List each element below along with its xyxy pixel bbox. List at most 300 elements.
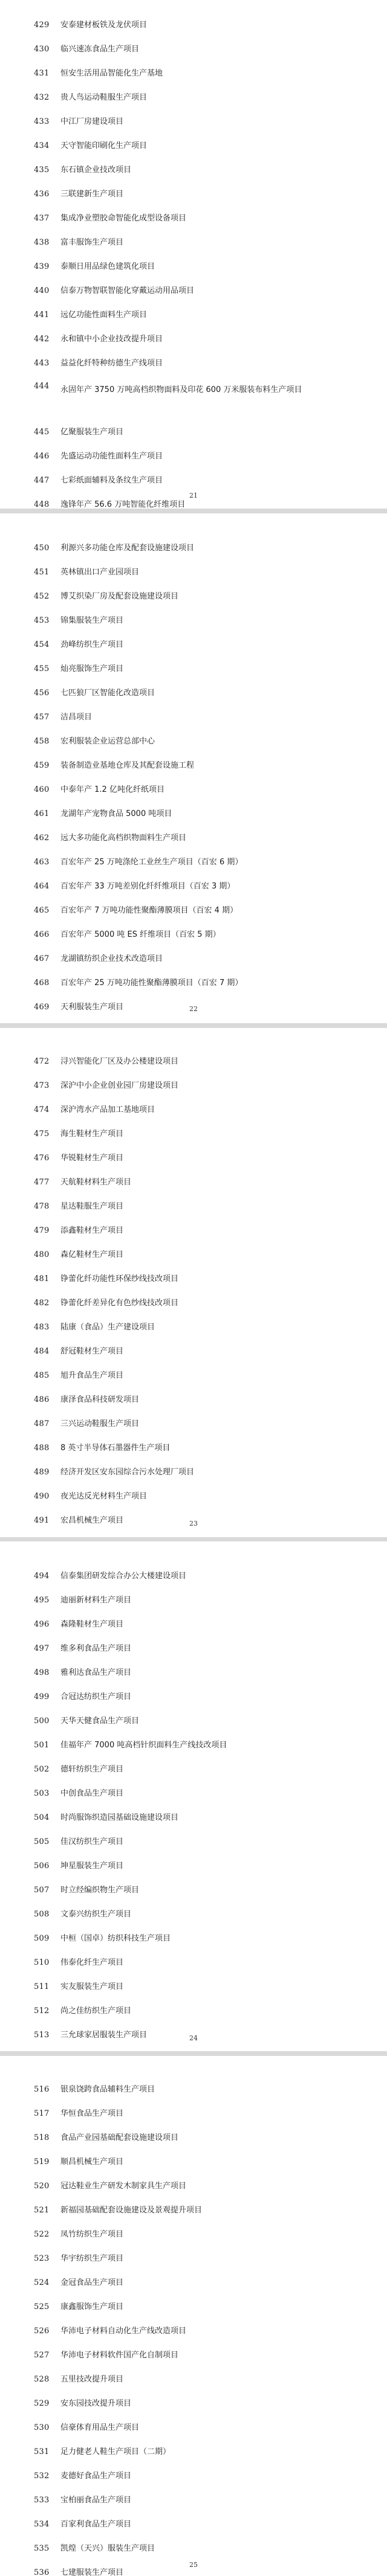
project-number: 438 — [34, 238, 50, 247]
project-list-item — [34, 2247, 372, 2271]
project-list-item — [34, 110, 372, 134]
project-name: 三兴运动鞋服生产项目 — [60, 1419, 140, 1428]
project-number: 446 — [34, 452, 50, 461]
project-list-item — [34, 2319, 372, 2343]
project-name: 佳汉纺织生产项目 — [60, 1837, 124, 1846]
project-number: 441 — [34, 310, 50, 320]
project-list-item — [34, 445, 372, 469]
project-number: 463 — [34, 858, 50, 867]
page-number: 23 — [189, 1520, 198, 1527]
project-list-item — [34, 2368, 372, 2392]
project-name: 森亿鞋材生产项目 — [60, 1250, 124, 1259]
project-list-item — [34, 231, 372, 255]
project-name: 8 英寸半导体石墨器件生产项目 — [60, 1444, 171, 1453]
project-number: 430 — [34, 45, 50, 54]
project-list-item — [34, 2464, 372, 2488]
project-name: 中创食品生产项目 — [60, 1789, 124, 1798]
project-number: 460 — [34, 785, 50, 794]
project-number: 523 — [34, 2254, 50, 2263]
project-name: 旭升食品生产项目 — [60, 1371, 124, 1380]
project-name: 新福园基础配套设施建设及景观提升项目 — [60, 2206, 203, 2215]
project-list-item — [34, 2343, 372, 2368]
project-name: 逸锋年产 56.6 万吨智能化纤维项目 — [60, 500, 186, 509]
project-name: 宝柏丽食品生产项目 — [60, 2496, 132, 2505]
project-number: 465 — [34, 906, 50, 915]
project-number: 434 — [34, 141, 50, 150]
project-list-item — [34, 536, 372, 560]
project-number: 450 — [34, 544, 50, 553]
project-name: 百宏年产 25 万吨功能性聚酯薄膜项目（百宏 7 期） — [60, 978, 243, 988]
project-list-item — [34, 37, 372, 62]
project-list-item — [34, 469, 372, 493]
project-number: 468 — [34, 978, 50, 988]
project-name: 宏昌机械生产项目 — [60, 1516, 124, 1525]
project-number: 462 — [34, 834, 50, 843]
project-list-item — [34, 303, 372, 327]
project-name: 三允球家居服装生产项目 — [60, 2031, 148, 2040]
project-number: 432 — [34, 93, 50, 102]
project-name: 尚之佳纺织生产项目 — [60, 2006, 132, 2016]
project-list-item — [34, 1758, 372, 1782]
project-name: 百家利食品生产项目 — [60, 2520, 132, 2529]
project-list-item — [34, 1195, 372, 1219]
project-number: 488 — [34, 1444, 50, 1453]
project-number: 499 — [34, 1692, 50, 1701]
project-number: 506 — [34, 1861, 50, 1871]
project-name: 临兴速冻食品生产项目 — [60, 45, 140, 54]
project-number: 526 — [34, 2327, 50, 2336]
project-name: 安泰建材板铁及龙伏项目 — [60, 21, 148, 30]
project-name: 英林镇出口产业园项目 — [60, 568, 140, 577]
project-number: 467 — [34, 954, 50, 963]
project-list-item — [34, 1533, 372, 1537]
project-name: 龙湖年产宠物食品 5000 吨项目 — [60, 809, 172, 818]
project-number: 536 — [34, 2568, 50, 2576]
project-number: 480 — [34, 1250, 50, 1259]
project-name: 迪丽新材料生产项目 — [60, 1596, 132, 1605]
project-list-item — [34, 1903, 372, 1927]
project-list-item — [34, 1243, 372, 1267]
project-name: 七彩纸面辅料及条纹生产项目 — [60, 476, 163, 485]
document-page — [0, 0, 387, 509]
project-number: 445 — [34, 428, 50, 437]
project-name: 凤竹纺织生产项目 — [60, 2230, 124, 2239]
project-number: 519 — [34, 2157, 50, 2166]
project-list-item — [34, 1975, 372, 1999]
project-list-item — [34, 560, 372, 585]
project-list-item — [34, 1927, 372, 1951]
project-name: 信泰万物智联智能化穿戴运动用品项目 — [60, 286, 195, 295]
project-name: 时立经编织物生产项目 — [60, 1886, 140, 1895]
project-number: 525 — [34, 2302, 50, 2311]
project-list-item — [34, 730, 372, 754]
project-number: 481 — [34, 1274, 50, 1283]
project-number: 521 — [34, 2206, 50, 2215]
project-list-item — [34, 1460, 372, 1485]
project-number: 535 — [34, 2544, 50, 2553]
project-number: 512 — [34, 2006, 50, 2016]
project-number: 456 — [34, 689, 50, 698]
project-name: 博艾织染厂房及配套设施建设项目 — [60, 592, 179, 601]
project-list-item — [34, 2295, 372, 2319]
project-name: 泰顺日用品绿色建筑化项目 — [60, 262, 155, 271]
project-list-item — [34, 2150, 372, 2174]
project-number: 458 — [34, 737, 50, 746]
project-name: 伟泰化纤生产项目 — [60, 1958, 124, 1967]
project-list-item — [34, 327, 372, 352]
project-name: 星达鞋服生产项目 — [60, 1202, 124, 1211]
project-number: 447 — [34, 476, 50, 485]
project-list-item — [34, 971, 372, 995]
project-name: 铮蕾化纤差异化有色纱线技改项目 — [60, 1299, 179, 1308]
project-list-item — [34, 158, 372, 182]
project-name: 夜光达反光材料生产项目 — [60, 1492, 148, 1501]
project-list-item — [34, 1637, 372, 1661]
project-name: 益益化纤特种纺德生产线项目 — [60, 359, 163, 368]
project-list-item — [34, 279, 372, 303]
project-number: 475 — [34, 1129, 50, 1139]
project-list-item — [34, 1613, 372, 1637]
project-list-item — [34, 1661, 372, 1685]
project-list-item — [34, 1340, 372, 1364]
project-number: 487 — [34, 1419, 50, 1428]
project-number: 464 — [34, 882, 50, 891]
project-name: 天守智能印刷化生产项目 — [60, 141, 148, 150]
project-number: 511 — [34, 1982, 50, 1991]
project-name: 华沛电子材料软件国产化自制项目 — [60, 2351, 179, 2360]
project-list-item — [34, 2392, 372, 2416]
project-name: 佳福年产 7000 吨高档针织面料生产线技改项目 — [60, 1741, 227, 1750]
project-name: 经济开发区安东园综合污水处理厂项目 — [60, 1468, 195, 1477]
project-name: 灿亮服饰生产项目 — [60, 664, 124, 673]
project-number: 524 — [34, 2278, 50, 2287]
project-number: 478 — [34, 1202, 50, 1211]
project-number: 459 — [34, 761, 50, 770]
project-name: 永固年产 3750 万吨高档织物面料及印花 600 万米服装布料生产项目 — [60, 385, 302, 394]
project-name: 先盛运动功能性面料生产项目 — [60, 452, 163, 461]
project-name: 恒安生活用品智能化生产基地 — [60, 69, 163, 78]
project-number: 429 — [34, 21, 50, 30]
project-list-item — [34, 1267, 372, 1291]
project-number: 479 — [34, 1226, 50, 1235]
project-list-item — [34, 657, 372, 681]
project-number: 466 — [34, 930, 50, 939]
project-list-item — [34, 1098, 372, 1122]
project-number: 489 — [34, 1468, 50, 1477]
project-name: 洁昌项目 — [60, 713, 93, 722]
project-number: 477 — [34, 1178, 50, 1187]
project-number: 452 — [34, 592, 50, 601]
project-name: 装备制造业基地仓库及其配套设施工程 — [60, 761, 195, 770]
project-number: 500 — [34, 1717, 50, 1726]
project-number: 518 — [34, 2133, 50, 2142]
project-number: 474 — [34, 1105, 50, 1114]
project-name: 五里技改提升项目 — [60, 2375, 124, 2384]
project-list-item — [34, 13, 372, 37]
project-name: 铮蕾化纤功能性环保纱线技改项目 — [60, 1274, 179, 1283]
project-list-item — [34, 1122, 372, 1146]
project-number: 443 — [34, 359, 50, 368]
project-name: 海生鞋材生产项目 — [60, 1129, 124, 1139]
project-list-item — [34, 1782, 372, 1806]
project-list-item — [34, 633, 372, 657]
project-list-item — [34, 2537, 372, 2561]
project-list-item — [34, 2271, 372, 2295]
project-list-item — [34, 1388, 372, 1412]
project-number: 472 — [34, 1057, 50, 1066]
project-list-item — [34, 255, 372, 279]
project-list-item — [34, 1830, 372, 1854]
project-name: 坤星服装生产项目 — [60, 1861, 124, 1871]
project-list-item — [34, 2126, 372, 2150]
project-name: 利源兴多功能仓库及配套设施建设项目 — [60, 544, 195, 553]
project-list-item — [34, 1588, 372, 1613]
project-list-item — [34, 681, 372, 705]
project-name: 冠达鞋业生产研发木制家具生产项目 — [60, 2182, 187, 2191]
project-number: 436 — [34, 190, 50, 199]
project-list-item — [34, 2102, 372, 2126]
project-number: 510 — [34, 1958, 50, 1967]
project-name: 亿聚服装生产项目 — [60, 428, 124, 437]
project-list-item — [34, 778, 372, 802]
project-number: 505 — [34, 1837, 50, 1846]
project-list-item — [34, 2048, 372, 2051]
project-number: 469 — [34, 1003, 50, 1012]
project-number: 520 — [34, 2182, 50, 2191]
project-number: 533 — [34, 2496, 50, 2505]
project-name: 安东园技改提升项目 — [60, 2399, 132, 2408]
project-number: 527 — [34, 2351, 50, 2360]
project-name: 文泰兴纺织生产项目 — [60, 1910, 132, 1919]
project-list-item — [34, 1878, 372, 1903]
project-name: 远大多功能化高档织物面料生产项目 — [60, 834, 187, 843]
document-page — [0, 1028, 387, 1537]
project-number: 451 — [34, 568, 50, 577]
project-list-item — [34, 86, 372, 110]
document-page — [0, 513, 387, 1023]
project-number: 485 — [34, 1371, 50, 1380]
project-number: 483 — [34, 1323, 50, 1332]
project-name: 百宏年产 5000 吨 ES 纤维项目（百宏 5 期） — [60, 930, 221, 939]
project-name: 信豪体育用品生产项目 — [60, 2423, 140, 2432]
project-list-item — [34, 2416, 372, 2440]
project-name: 东石镇企业技改项目 — [60, 165, 132, 175]
project-name: 华锐鞋材生产项目 — [60, 1154, 124, 1163]
project-number: 448 — [34, 500, 50, 509]
project-name: 七匹狼厂区智能化改造项目 — [60, 689, 155, 698]
project-number: 473 — [34, 1081, 50, 1090]
project-list-item — [34, 376, 372, 420]
project-number: 503 — [34, 1789, 50, 1798]
project-list-item — [34, 1999, 372, 2023]
project-number: 502 — [34, 1765, 50, 1774]
project-list-item — [34, 134, 372, 158]
project-number: 454 — [34, 640, 50, 649]
project-number: 498 — [34, 1668, 50, 1677]
project-list-item — [34, 923, 372, 947]
project-number: 528 — [34, 2375, 50, 2384]
project-list-item — [34, 705, 372, 730]
project-name: 凯煌（天兴）服装生产项目 — [60, 2544, 155, 2553]
project-name: 德轩纺织生产项目 — [60, 1765, 124, 1774]
project-list-item — [34, 62, 372, 86]
project-name: 中泰年产 1.2 亿吨化纤纸项目 — [60, 785, 164, 794]
project-number: 435 — [34, 165, 50, 175]
project-name: 舒冠鞋材生产项目 — [60, 1347, 124, 1356]
project-name: 银泉饶跨食品辅料生产项目 — [60, 2085, 155, 2094]
project-name: 中江厂房建设项目 — [60, 117, 124, 126]
project-number: 482 — [34, 1299, 50, 1308]
project-name: 宏利服装企业运营总部中心 — [60, 737, 155, 746]
project-list-item — [34, 207, 372, 231]
project-number: 439 — [34, 262, 50, 271]
project-number: 496 — [34, 1620, 50, 1629]
project-name: 维多利食品生产项目 — [60, 1644, 132, 1653]
project-name: 贵人鸟运动鞋服生产项目 — [60, 93, 148, 102]
project-name: 食品产业园基础配套设施建设项目 — [60, 2133, 179, 2142]
project-name: 七建服装生产项目 — [60, 2568, 124, 2576]
project-number: 455 — [34, 664, 50, 673]
project-name: 陆康（食品）生产建设项目 — [60, 1323, 155, 1332]
project-name: 三联建新生产项目 — [60, 190, 124, 199]
project-number: 509 — [34, 1934, 50, 1943]
project-name: 百宏年产 25 万吨涤纶工业丝生产项目（百宏 6 期） — [60, 858, 243, 867]
project-name: 劲峰纺织生产项目 — [60, 640, 124, 649]
project-list-item — [34, 1685, 372, 1709]
project-number: 530 — [34, 2423, 50, 2432]
project-name: 足力健老人鞋生产项目（二期） — [60, 2447, 171, 2456]
project-name: 永和镇中小企业技改提升项目 — [60, 335, 163, 344]
project-name: 远亿功能性面料生产项目 — [60, 310, 148, 320]
project-list-item — [34, 899, 372, 923]
project-number: 531 — [34, 2447, 50, 2456]
project-list-item — [34, 585, 372, 609]
project-list-item — [34, 1219, 372, 1243]
project-name: 时尚服饰织造园基础设施建设项目 — [60, 1813, 179, 1822]
project-number: 532 — [34, 2472, 50, 2481]
project-name: 浔兴智能化厂区及办公楼建设项目 — [60, 1057, 179, 1066]
project-list-item — [34, 2223, 372, 2247]
project-name: 顺昌机械生产项目 — [60, 2157, 124, 2166]
project-name: 森隆鞋材生产项目 — [60, 1620, 124, 1629]
project-name: 龙湖镇纺织企业技术改造项目 — [60, 954, 163, 963]
project-name: 锦集服装生产项目 — [60, 616, 124, 625]
project-list-item — [34, 1315, 372, 1340]
project-name: 添鑫鞋材生产项目 — [60, 1226, 124, 1235]
project-list-item — [34, 352, 372, 376]
project-list-item — [34, 1020, 372, 1023]
project-list-item — [34, 1364, 372, 1388]
project-list-item — [34, 802, 372, 826]
project-number: 494 — [34, 1572, 50, 1581]
document-page — [0, 2056, 387, 2576]
project-list-item — [34, 1485, 372, 1509]
project-name: 百宏年产 33 万吨差别化纤纤维项目（百宏 3 期） — [60, 882, 235, 891]
project-number: 490 — [34, 1492, 50, 1501]
project-name: 华宇纺织生产项目 — [60, 2254, 124, 2263]
project-number: 433 — [34, 117, 50, 126]
page-number: 25 — [189, 2561, 198, 2569]
project-list-item — [34, 2440, 372, 2464]
project-number: 495 — [34, 1596, 50, 1605]
project-name: 集成净业塑胶命智能化成型设备项目 — [60, 214, 187, 223]
project-list-item — [34, 1854, 372, 1878]
project-number: 486 — [34, 1395, 50, 1404]
page-number: 24 — [189, 2034, 198, 2042]
project-number: 461 — [34, 809, 50, 818]
project-name: 康鑫服饰生产项目 — [60, 2302, 124, 2311]
project-name: 中桓（国卓）纺织科技生产项目 — [60, 1934, 171, 1943]
project-number: 501 — [34, 1741, 50, 1750]
project-name: 天航鞋材料生产项目 — [60, 1178, 132, 1187]
project-number: 491 — [34, 1516, 50, 1525]
project-list-item — [34, 2513, 372, 2537]
document-page — [0, 1541, 387, 2051]
project-number: 453 — [34, 616, 50, 625]
project-name: 金冠食品生产项目 — [60, 2278, 124, 2287]
project-list-item — [34, 875, 372, 899]
project-name: 百宏年产 7 万吨功能性聚酯薄膜项目（百宏 4 期） — [60, 906, 238, 915]
project-number: 440 — [34, 286, 50, 295]
project-list-item — [34, 1050, 372, 1074]
project-list-item — [34, 2078, 372, 2102]
project-list-item — [34, 1564, 372, 1588]
project-name: 麦德好食品生产项目 — [60, 2472, 132, 2481]
project-list-item — [34, 1412, 372, 1436]
project-number: 517 — [34, 2109, 50, 2118]
project-name: 信泰集团研发综合办公大楼建设项目 — [60, 1572, 187, 1581]
project-name: 实友服装生产项目 — [60, 1982, 124, 1991]
project-number: 513 — [34, 2031, 50, 2040]
project-number: 497 — [34, 1644, 50, 1653]
project-name: 深沪中小企业创业园厂房建设项目 — [60, 1081, 179, 1090]
project-list-item — [34, 1733, 372, 1758]
project-list-item — [34, 1951, 372, 1975]
project-list-item — [34, 1436, 372, 1460]
project-list-item — [34, 1806, 372, 1830]
page-number: 21 — [189, 492, 198, 499]
project-number: 529 — [34, 2399, 50, 2408]
project-number: 437 — [34, 214, 50, 223]
project-number: 476 — [34, 1154, 50, 1163]
project-number: 508 — [34, 1910, 50, 1919]
project-list-item — [34, 947, 372, 971]
project-list-item — [34, 182, 372, 207]
project-number: 516 — [34, 2085, 50, 2094]
project-name: 雅利达食品生产项目 — [60, 1668, 132, 1677]
project-number: 507 — [34, 1886, 50, 1895]
project-number: 457 — [34, 713, 50, 722]
project-list-item — [34, 1709, 372, 1733]
project-number: 522 — [34, 2230, 50, 2239]
project-list-item — [34, 2174, 372, 2199]
project-name: 天华天健食品生产项目 — [60, 1717, 140, 1726]
project-number: 534 — [34, 2520, 50, 2529]
project-list-item — [34, 1146, 372, 1171]
project-list-item — [34, 1171, 372, 1195]
project-list-item — [34, 1074, 372, 1098]
project-name: 富丰服饰生产项目 — [60, 238, 124, 247]
project-name: 天利服装生产项目 — [60, 1003, 124, 1012]
page-number: 22 — [189, 1005, 198, 1013]
project-name: 华沛电子材料自动化生产线改造项目 — [60, 2327, 187, 2336]
project-list-item — [34, 420, 372, 445]
project-number: 444 — [34, 382, 50, 391]
project-number: 504 — [34, 1813, 50, 1822]
project-list-item — [34, 1291, 372, 1315]
project-list-item — [34, 850, 372, 875]
project-list-item — [34, 2199, 372, 2223]
